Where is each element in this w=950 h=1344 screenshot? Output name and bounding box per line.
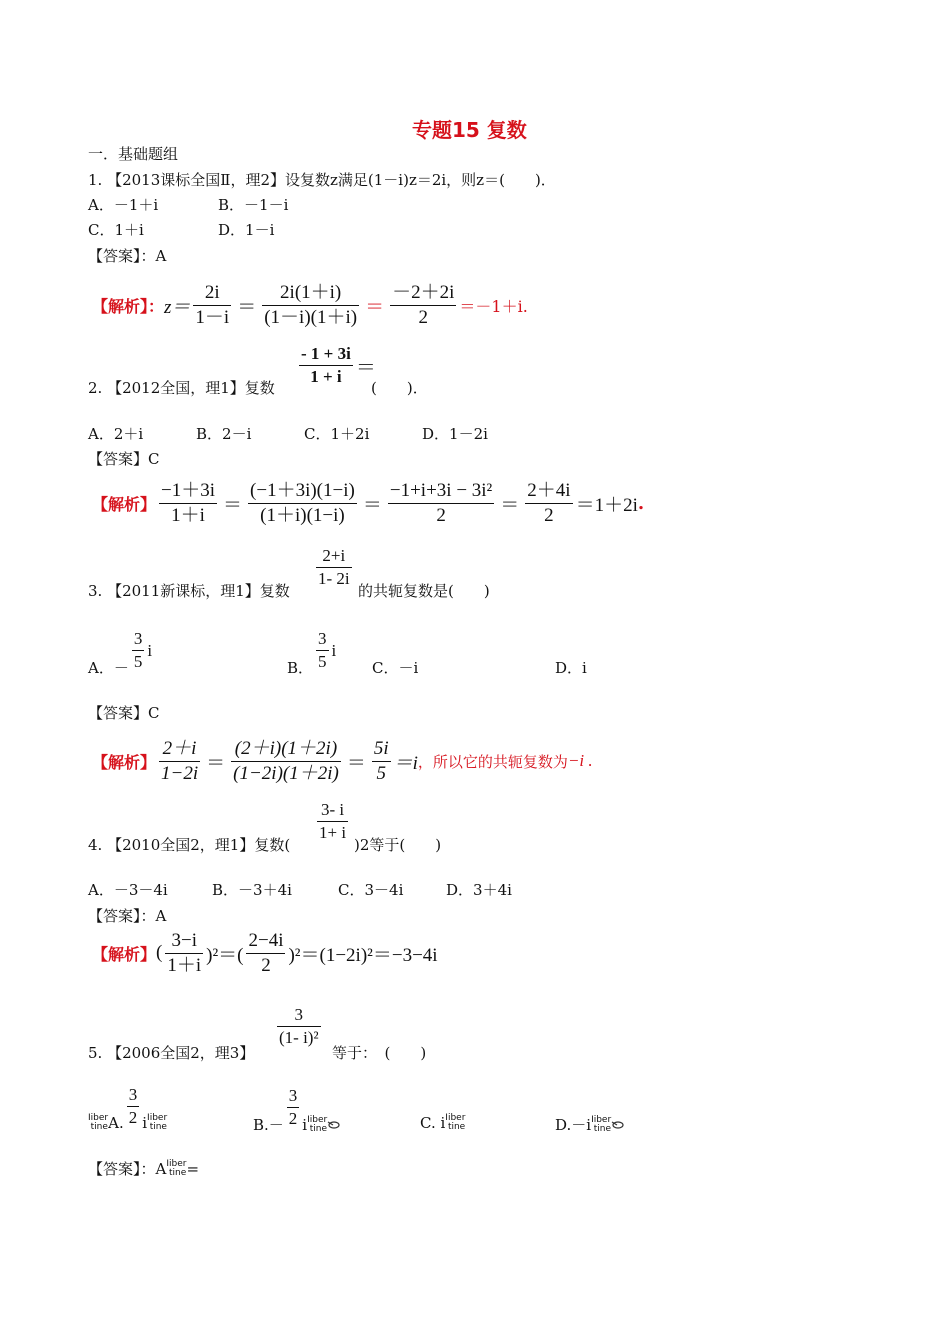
frac-numerator: - 1 + 3i <box>301 344 351 363</box>
frac-numerator: 2i <box>204 282 220 303</box>
frac-numerator: 3 <box>128 1084 138 1104</box>
option-text: C. i <box>420 1114 446 1132</box>
q1-sol-frac-1 <box>193 282 231 329</box>
q3-sol-frac-2 <box>231 738 341 785</box>
frac-numerator: 3 <box>288 1086 298 1106</box>
q4-sol-mid: )²＝( <box>206 944 244 966</box>
analysis-label: 【解析】 <box>92 944 157 964</box>
q2-option-d: D．1－2i <box>422 425 488 443</box>
question-2-stem-end: ( )． <box>371 379 428 397</box>
q4-sol-open: ( <box>156 942 163 964</box>
imag-unit: i <box>147 640 153 660</box>
q1-solution: 【解析】： z＝ $\frac{2i}{1-i}$ ＝ $\frac{2i(1+i)}{(1-i)(1+i)}$ ＝ $\frac{-2+2i}{2}$ ＝－1＋i. <box>92 282 528 328</box>
page-title: 专题15 复数 <box>412 118 527 142</box>
q3-sol-text: ，所以它的共轭复数为 <box>417 752 568 771</box>
frac-numerator: 3−i <box>171 930 197 951</box>
q2-sol-frac-2 <box>248 480 357 527</box>
q3-option-d: D．i <box>555 659 587 677</box>
q1-option-c: C．1＋i <box>88 221 144 239</box>
frac-numerator: −1+i+3i − 3i² <box>389 480 493 501</box>
q3-option-c: C．－i <box>372 659 419 677</box>
q1-option-b: B．－1－i <box>218 196 289 214</box>
q5-answer: 【答案】：A I iber tine = <box>88 1158 200 1178</box>
option-label: A．－ <box>88 659 129 677</box>
q3-solution: 【解析】 $\frac{2+i}{1-2i}$ ＝ $\frac{(2+i)(1+2i)}{(1-2i)(1+2i)}$ ＝ $\frac{5i}{5}$ ＝i ，所以它的共轭复数为 −i . <box>92 738 593 784</box>
frac-denominator: 2 <box>128 1107 138 1127</box>
scribble-icon <box>327 1120 341 1130</box>
analysis-label: 【解析】 <box>92 494 157 514</box>
q2-answer: 【答案】C <box>88 450 160 468</box>
frac-numerator: (−1＋3i)(1−i) <box>250 480 355 501</box>
q2-option-a: A．2＋i <box>88 425 144 443</box>
q5-fraction <box>274 1005 324 1047</box>
frac-denominator: 5 <box>133 652 143 671</box>
frac-denominator: 2 <box>544 504 554 526</box>
q2-equals: ＝ <box>355 356 376 379</box>
frac-numerator: 3 <box>294 1005 304 1024</box>
q2-sol-dot: . <box>637 492 645 514</box>
frac-denominator: 1+ i <box>319 822 347 842</box>
question-3-stem: 3. 【2011新课标，理1】复数 <box>88 582 290 600</box>
artifact-glyph: I iber tine <box>147 1113 168 1132</box>
q4-answer: 【答案】：A <box>88 907 167 925</box>
scribble-icon <box>611 1120 625 1130</box>
frac-numerator: 3 <box>318 629 327 649</box>
frac-denominator: 2 <box>418 306 428 328</box>
answer-text: 【答案】：A <box>88 1160 167 1178</box>
artifact-glyph: I iber tine <box>445 1113 466 1132</box>
question-4-stem: 4. 【2010全国2，理1】复数( <box>88 836 291 854</box>
frac-numerator: 2−4i <box>248 930 284 951</box>
q4-option-d: D．3＋4i <box>446 881 512 899</box>
frac-denominator: 1－i <box>195 306 230 328</box>
option-text: D.－i <box>555 1116 592 1134</box>
frac-numerator: 3 <box>133 629 143 649</box>
q4-sol-result: )²＝(1−2i)²＝−3−4i <box>288 944 438 966</box>
imag-unit: i <box>142 1114 148 1132</box>
q1-option-d: D．1－i <box>218 221 275 239</box>
q4-option-a: A．－3－4i <box>88 881 168 899</box>
question-2-stem: 2. 【2012全国，理1】复数 <box>88 379 275 397</box>
analysis-label: 【解析】： <box>92 296 165 316</box>
frac-numerator: −1＋3i <box>161 480 216 501</box>
q5-option-b <box>253 1080 341 1135</box>
option-label: B.－ <box>253 1116 284 1134</box>
frac-numerator: 3- i <box>320 800 345 819</box>
q3-fraction <box>313 546 355 588</box>
q4-solution <box>92 930 438 977</box>
q1-sol-frac-3 <box>390 282 456 329</box>
q3-answer: 【答案】C <box>88 704 160 722</box>
q4-sol-frac-2 <box>246 930 285 977</box>
artifact-glyph: I iber tine <box>88 1113 109 1132</box>
option-label: B． <box>287 659 314 677</box>
q2-fraction <box>296 344 376 386</box>
frac-denominator: 2 <box>261 954 271 976</box>
q3-sol-eq-i: ＝i <box>393 752 418 774</box>
frac-denominator: 1＋i <box>167 954 202 976</box>
frac-denominator: 1−2i <box>161 762 199 784</box>
q1-option-a: A．－1＋i <box>88 196 159 214</box>
frac-denominator: (1−2i)(1＋2i) <box>233 762 339 784</box>
q4-option-b: B．－3＋4i <box>212 881 292 899</box>
q3-option-b <box>287 623 336 678</box>
frac-denominator: 5 <box>318 652 327 671</box>
frac-denominator: 2 <box>288 1109 298 1128</box>
frac-numerator: (2＋i)(1＋2i) <box>234 738 338 759</box>
q2-sol-frac-3 <box>388 480 494 527</box>
question-3-stem-end: 的共轭复数是( ) <box>358 582 490 600</box>
frac-numerator: －2＋2i <box>392 282 455 303</box>
option-label: A. <box>108 1114 124 1132</box>
q4-sol-frac-1 <box>165 930 203 977</box>
analysis-label: 【解析】 <box>92 752 157 772</box>
q5-option-a <box>88 1080 167 1132</box>
frac-numerator: 2＋4i <box>527 480 571 501</box>
q1-answer: 【答案】：A <box>88 247 167 265</box>
q2-sol-frac-1 <box>159 480 217 527</box>
q2-sol-frac-4 <box>525 480 572 527</box>
question-5-stem-end: 等于： ( ) <box>332 1044 427 1062</box>
q2-solution: 【解析】 $\frac{-1+3i}{1+i}$ ＝ $\frac{(-1+3i)(1-i)}{(1+i)(1-i)}$ ＝ $\frac{\text{−1+i+3i − 3i²}}{2}$ ＝ $\frac{2+4i}{2}$ ＝1＋2i . <box>92 480 645 526</box>
frac-denominator: 2 <box>436 504 446 526</box>
frac-numerator: 5i <box>373 738 389 759</box>
artifact-glyph: I iber tine <box>591 1114 612 1134</box>
q2-option-c: C．1＋2i <box>304 425 370 443</box>
question-1-stem: 1. 【2013课标全国Ⅱ，理2】设复数z满足(1－i)z＝2i，则z＝( )． <box>88 171 556 189</box>
q4-option-c: C．3－4i <box>338 881 404 899</box>
q2-option-b: B．2－i <box>196 425 252 443</box>
q5-option-d <box>555 1114 625 1135</box>
frac-denominator: 1 + i <box>310 366 342 386</box>
q3-option-a <box>88 623 152 678</box>
artifact-glyph: I iber tine <box>307 1114 328 1134</box>
frac-denominator: (1－i)(1＋i) <box>264 306 358 328</box>
q1-sol-result: ＝－1＋i. <box>459 296 528 316</box>
frac-numerator: 2+i <box>322 546 346 565</box>
q1-sol-z: z＝ <box>164 296 191 318</box>
q3-sol-frac-3 <box>372 738 391 785</box>
q3-sol-frac-1 <box>159 738 200 785</box>
section-heading: 一．基础题组 <box>88 145 179 163</box>
q5-option-c <box>420 1114 465 1132</box>
frac-denominator: (1＋i)(1−i) <box>260 504 345 526</box>
q2-sol-result: ＝1＋2i <box>575 494 638 516</box>
frac-numerator: 2＋i <box>162 738 197 759</box>
frac-numerator: 2i(1＋i) <box>280 282 342 303</box>
q1-sol-frac-2 <box>262 282 359 329</box>
frac-denominator: 1＋i <box>171 504 205 526</box>
imag-unit: i <box>302 1115 308 1134</box>
q4-fraction <box>314 800 351 842</box>
artifact-glyph: I iber tine <box>166 1158 187 1178</box>
frac-denominator: 1- 2i <box>318 568 350 588</box>
question-4-stem-end: )2等于( ) <box>354 836 442 854</box>
imag-unit: i <box>331 640 337 660</box>
question-5-stem: 5. 【2006全国2，理3】 <box>88 1044 255 1062</box>
frac-denominator: 5 <box>376 762 386 784</box>
frac-denominator: (1- i)² <box>279 1027 319 1047</box>
q3-sol-result: −i . <box>567 751 593 771</box>
